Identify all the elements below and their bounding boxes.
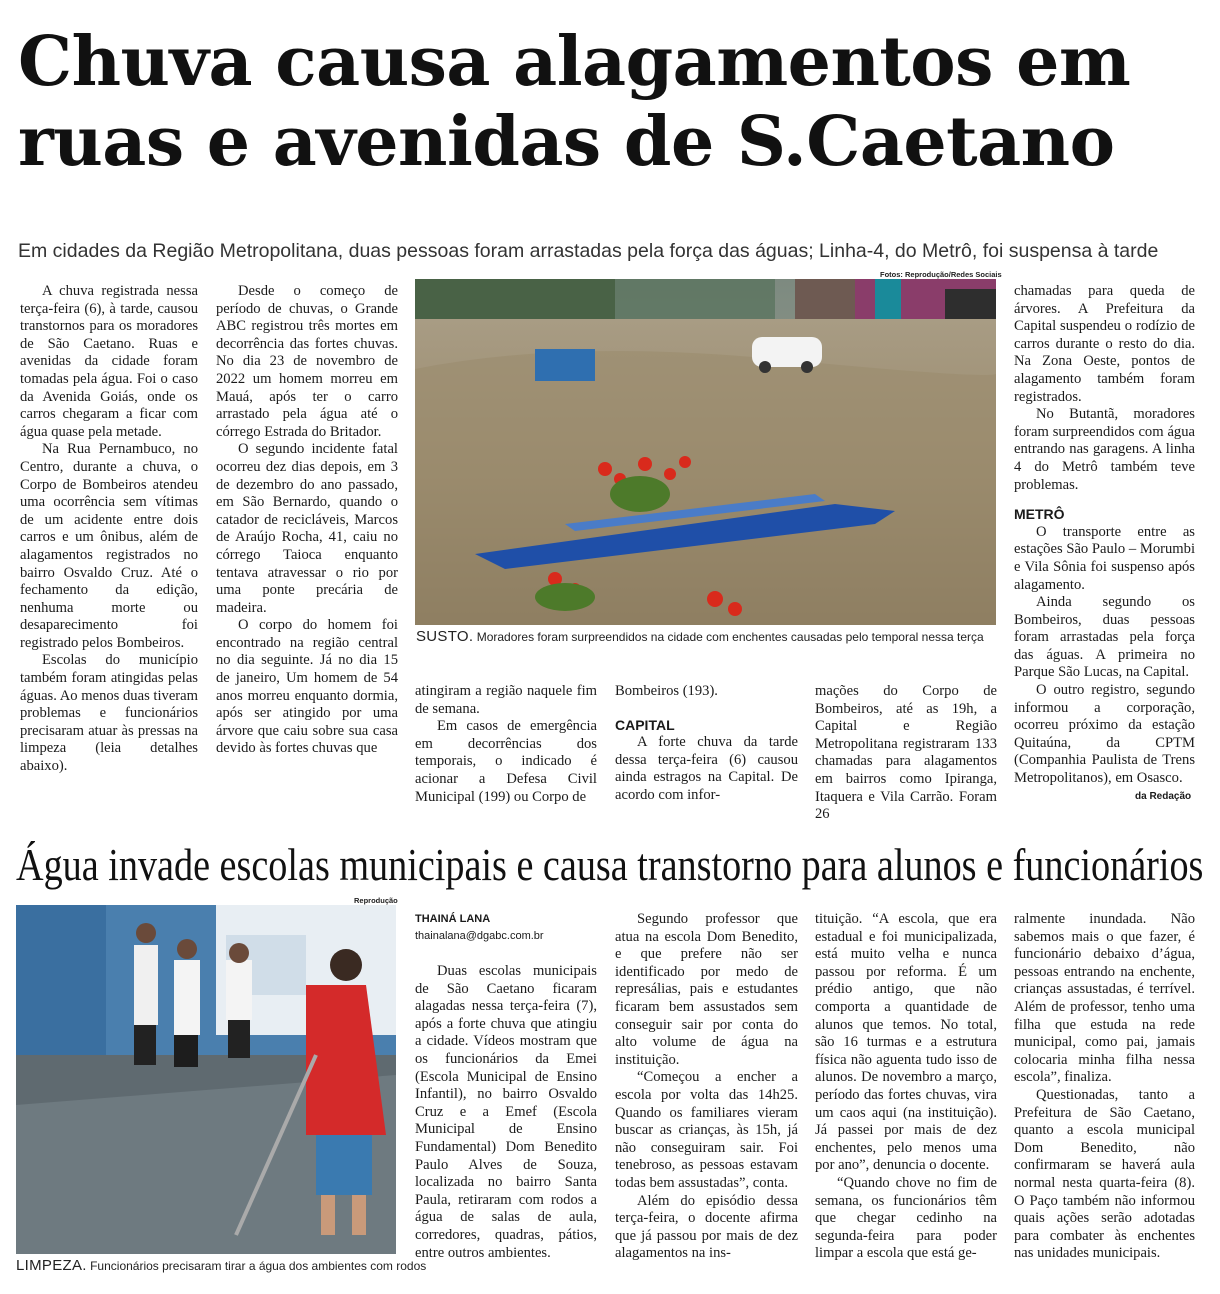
article1-column-2 (216, 283, 398, 758)
paragraph: Na Rua Pernambuco, no Centro, durante a chuva, o Corpo de Bombeiros atendeu uma ocorrência sem vítimas de um acidente entre dois carros e um ônibus, além de alagamentos registrados no bairro Osvaldo Cruz. Até o fechamento da edição, nenhuma morte ou desaparecimento foi registrado pelos Bombeiros. (20, 441, 198, 651)
paragraph: Bombeiros (193). (615, 683, 718, 699)
secondary-headline: Água invade escolas municipais e causa transtorno para alunos e funcionários (16, 839, 1204, 890)
headline-line-2: ruas e avenidas de S.Caetano (18, 102, 1115, 182)
school-cleaning-photo (16, 905, 396, 1254)
paragraph: atingiram a região naquele fim de semana. (415, 683, 597, 717)
paragraph: O outro registro, segundo informou a corporação, ocorreu próximo da estação Quitaúna, da CPTM (Companhia Paulista de Trens Metropolitanos), em Osasco. (1014, 682, 1195, 787)
paragraph: Ainda segundo os Bombeiros, duas pessoas foram arrastadas pela força das águas. A primeira no Parque São Lucas, na Capital. (1014, 594, 1195, 681)
paragraph: Escolas do município também foram atingidas pelas águas. Ao menos duas tiveram problemas e funcionários precisaram atuar às pressas na limpeza (leia detalhes abaixo). (20, 652, 198, 775)
caption-label: LIMPEZA. (16, 1257, 87, 1274)
paragraph: Em casos de emergência em decorrências dos temporais, o indicado é acionar a Defesa Civil Municipal (199) ou Corpo de (415, 718, 597, 805)
paragraph: O segundo incidente fatal ocorreu dez dias depois, em 3 de dezembro do ano passado, em São Bernardo, quando o catador de recicláveis, Marcos de Araújo Rocha, 41, caiu no córrego Taioca enquanto tentava atravessar o rio por uma ponte precária de madeira. (216, 441, 398, 616)
paragraph: “Quando chove no fim de semana, os funcionários têm que chegar cedinho na segunda-feira para poder limpar a escola que está ge- (815, 1174, 997, 1262)
paragraph: O transporte entre as estações São Paulo – Morumbi e Vila Sônia foi suspenso após alagamento. (1014, 523, 1195, 593)
article2-column-4 (1014, 911, 1195, 1263)
paragraph: No Butantã, moradores foram surpreendidos com água entrando nas garagens. A linha 4 do Metrô também teve problemas. (1014, 406, 1195, 493)
photo-credit-2: Reprodução (354, 896, 398, 905)
paragraph: Segundo professor que atua na escola Dom Benedito, e que prefere não ser identificado por medo de represálias, pais e estudantes ficaram bem assustados sem conseguir sair por conta do alto volume de água na instituição. (615, 911, 798, 1068)
paragraph: “Começou a encher a escola por volta das 14h25. Quando os familiares vieram buscar as crianças, às 15h, já não conseguiram sair. Foi tenebroso, as pessoas estavam todas bem assustadas”, conta. (615, 1069, 798, 1191)
paragraph: tituição. “A escola, que era estadual e foi municipalizada, está muito velha e nunca passou por reforma. É um prédio antigo, que não comporta a quantidade de alunos que temos. No total, são 16 turmas e a estrutura física não aguenta tudo isso de alunos. De novembro a março, período das fortes chuvas, vira um caos aqui (na instituição). Já passei por mais de dez enchentes, pelo menos uma por ano”, denuncia o docente. (815, 911, 997, 1174)
article2-column-3 (815, 911, 997, 1263)
article1-column-6 (1014, 283, 1195, 788)
caption-label: SUSTO. (416, 628, 474, 645)
article2-column-2 (615, 911, 798, 1263)
author-name: THAINÁ LANA (415, 913, 491, 925)
flood-photo-illustration (415, 279, 996, 625)
photo-caption-1 (416, 628, 984, 645)
caption-text: Moradores foram surpreendidos na cidade com enchentes causadas pelo temporal nessa terça (476, 630, 984, 644)
headline-line-1: Chuva causa alagamentos em (18, 22, 1131, 102)
photo-caption-2 (16, 1257, 426, 1274)
article1-column-3 (415, 683, 597, 806)
caption-text: Funcionários precisaram tirar a água dos ambientes com rodos (90, 1259, 427, 1273)
paragraph: A chuva registrada nessa terça-feira (6), à tarde, causou transtornos para os moradores de São Caetano. Ruas e avenidas da cidade foram tomadas pela água. Foi o caso da Avenida Goiás, onde os carros chegaram a ficar com água quase pela metade. (20, 283, 198, 440)
byline (415, 913, 600, 942)
paragraph: chamadas para queda de árvores. A Prefeitura da Capital suspendeu o rodízio de carros durante o resto do dia. Na Zona Oeste, pontos de alagamento também foram registrados. (1014, 283, 1195, 405)
section-title-capital: CAPITAL (615, 716, 675, 733)
paragraph: O corpo do homem foi encontrado na região central no dia seguinte. Já no dia 15 de janeiro, Um homem de 54 anos morreu enquanto dormia, após ser atingido por uma árvore que caiu sobre sua casa devido às fortes chuvas que (216, 617, 398, 757)
paragraph: Além do episódio dessa terça-feira, o docente afirma que já passou por mais de dez alagamentos na ins- (615, 1192, 798, 1262)
main-headline (18, 22, 1208, 182)
photo-credit: Fotos: Reprodução/Redes Sociais (880, 270, 1002, 279)
paragraph: Duas escolas municipais de São Caetano ficaram alagadas nessa terça-feira (7), após a forte chuva que atingiu a cidade. Vídeos mostram que os funcionários da Emei (Escola Municipal de Ensino Infantil), no bairro Osvaldo Cruz e a Emef (Escola Municipal de Ensino Fundamental) Dom Benedito Paulo Alves de Souza, localizada no bairro Santa Paula, retiraram com rodos a água de salas de aula, corredores, quadras, pátios, entre outros ambientes. (415, 963, 597, 1261)
paragraph: mações do Corpo de Bombeiros, até as 19h, a Capital e Região Metropolitana registraram 133 chamadas para alagamentos em bairros como Ipiranga, Itaquera e Vila Carrão. Foram 26 (815, 683, 997, 823)
article1-column-1 (20, 283, 198, 776)
paragraph: Questionadas, tanto a Prefeitura de São Caetano, quanto a escola municipal Dom Benedito, não confirmaram se haverá aula normal nesta quarta-feira (8). O Paço também não informou quais ações serão adotadas para combater às enchentes nas unidades municipais. (1014, 1086, 1195, 1262)
paragraph: ralmente inundada. Não sabemos mais o que fazer, é funcionário debaixo d’água, pessoas entrando na enchente, crianças assustadas, é terrível. Além de professor, tenho uma filha que estuda na rede municipal, como pai, jamais colocaria minha filha nessa escola”, finaliza. (1014, 911, 1195, 1086)
school-photo-illustration (16, 905, 396, 1254)
paragraph: A forte chuva da tarde dessa terça-feira (6) causou ainda estragos na Capital. De acordo com infor- (615, 734, 798, 803)
article2-column-1 (415, 963, 597, 1262)
article1-column-5 (815, 683, 997, 824)
article1-column-4 (615, 683, 798, 805)
section-title-metro: METRÔ (1014, 506, 1065, 523)
paragraph: Desde o começo de período de chuvas, o Grande ABC registrou três mortes em decorrência das fortes chuvas. No dia 23 de novembro de 2022 um homem morreu em Mauá, após ter o carro arrastado pela água até o córrego Estrada do Britador. (216, 283, 398, 440)
signoff: da Redação (1135, 791, 1192, 802)
flood-street-photo (415, 279, 996, 625)
subheadline: Em cidades da Região Metropolitana, duas pessoas foram arrastadas pela força das águas; Linha-4, do Metrô, foi suspensa à tarde (18, 240, 1159, 262)
author-email: thainalana@dgabc.com.br (415, 930, 544, 942)
